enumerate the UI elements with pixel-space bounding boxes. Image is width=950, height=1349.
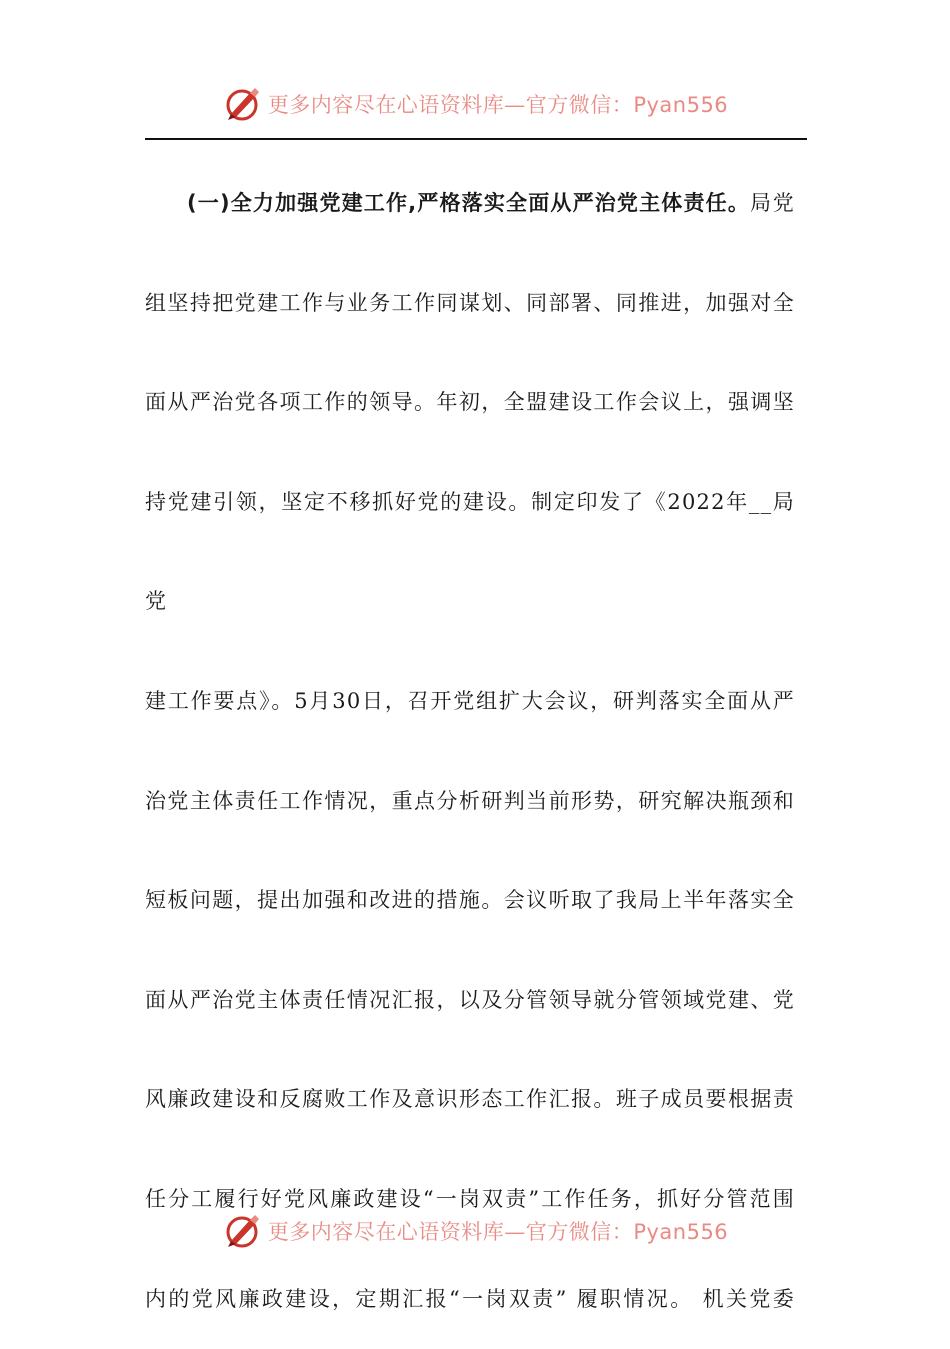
paragraph-line: 任分工履行好党风廉政建设“一岗双责”工作任务，抓好分管范围 bbox=[145, 1186, 795, 1211]
paragraph-line: 面从严治党各项工作的领导。年初，全盟建设工作会议上，强调坚 bbox=[145, 390, 795, 415]
paragraph-line: 风廉政建设和反腐败工作及意识形态工作汇报。班子成员要根据责 bbox=[145, 1087, 795, 1112]
pen-logo-icon bbox=[222, 1211, 262, 1251]
document-body bbox=[145, 154, 795, 1349]
paragraph-line: 建工作要点》。5月30日，召开党组扩大会议，研判落实全面从严 bbox=[145, 688, 795, 713]
paragraph-line: 组坚持把党建工作与业务工作同谋划、同部署、同推进，加强对全 bbox=[145, 290, 795, 315]
watermark-text: 更多内容尽在心语资料库—官方微信：Pyan556 bbox=[267, 93, 729, 117]
watermark-banner-top bbox=[0, 84, 950, 124]
paragraph-line: 面从严治党主体责任情况汇报，以及分管领导就分管领域党建、党 bbox=[145, 987, 795, 1012]
paragraph-line: 持党建引领，坚定不移抓好党的建设。制定印发了《2022年__局党 bbox=[145, 489, 795, 614]
paragraph-line: 治党主体责任工作情况，重点分析研判当前形势，研究解决瓶颈和 bbox=[145, 788, 795, 813]
section-heading: (一)全力加强党建工作,严格落实全面从严治党主体责任。 bbox=[187, 191, 751, 215]
watermark-banner-bottom bbox=[0, 1211, 950, 1251]
header-rule bbox=[145, 138, 807, 140]
paragraph-line-1: (一)全力加强党建工作,严格落实全面从严治党主体责任。局党 bbox=[187, 191, 795, 215]
pen-logo-icon bbox=[222, 84, 262, 124]
paragraph-line: 内的党风廉政建设，定期汇报“一岗双责” 履职情况。 机关党委 bbox=[145, 1286, 795, 1311]
paragraph-line: 短板问题，提出加强和改进的措施。会议听取了我局上半年落实全 bbox=[145, 888, 795, 913]
watermark-text: 更多内容尽在心语资料库—官方微信：Pyan556 bbox=[267, 1220, 729, 1244]
